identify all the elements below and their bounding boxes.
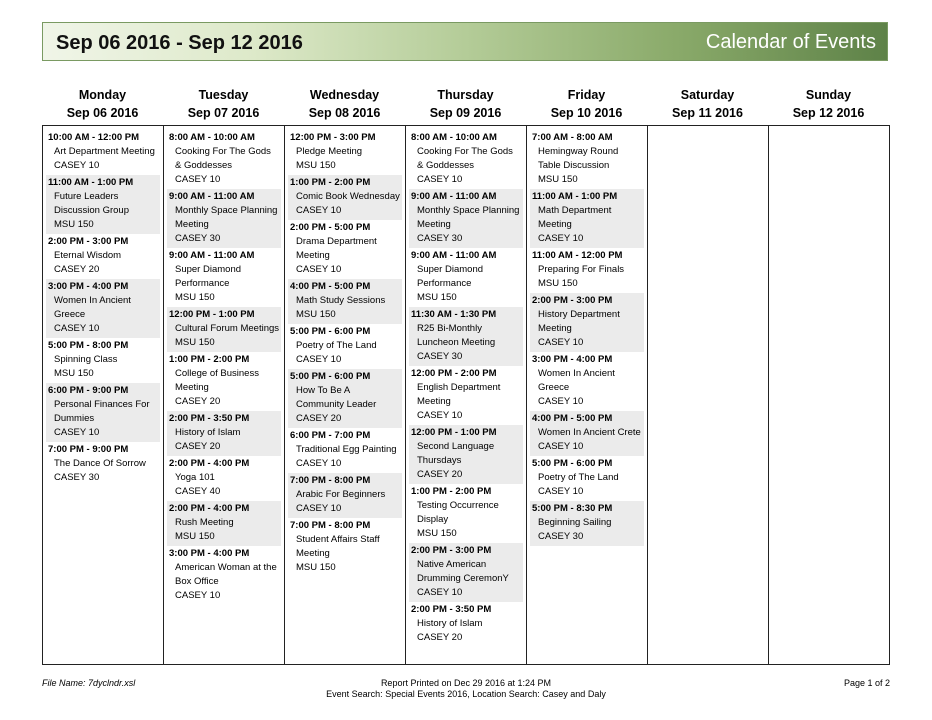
event-entry[interactable] (46, 338, 160, 383)
event-entry[interactable] (530, 293, 644, 352)
event-location: MSU 150 (417, 292, 457, 303)
event-entry[interactable] (167, 307, 281, 352)
event-entry[interactable] (167, 456, 281, 501)
event-entry[interactable] (409, 484, 523, 543)
event-time: 7:00 PM - 8:00 PM (290, 475, 371, 486)
day-name: Friday (567, 88, 606, 102)
event-entry[interactable] (288, 279, 402, 324)
event-entry[interactable] (288, 369, 402, 428)
event-location: MSU 150 (296, 160, 336, 171)
event-location: MSU 150 (296, 309, 336, 320)
event-entry[interactable] (167, 248, 281, 307)
day-date: Sep 11 2016 (672, 106, 743, 120)
event-location: CASEY 10 (296, 503, 342, 514)
event-entry[interactable] (409, 189, 523, 248)
event-time: 5:00 PM - 6:00 PM (290, 371, 371, 382)
event-location: CASEY 20 (54, 264, 100, 275)
event-location: MSU 150 (296, 562, 336, 573)
event-time: 6:00 PM - 9:00 PM (48, 385, 129, 396)
event-entry[interactable] (288, 130, 402, 175)
event-time: 2:00 PM - 3:50 PM (169, 413, 250, 424)
event-location: CASEY 10 (296, 458, 342, 469)
event-time: 5:00 PM - 6:00 PM (532, 458, 613, 469)
event-time: 6:00 PM - 7:00 PM (290, 430, 371, 441)
day-header (405, 86, 526, 122)
event-time: 1:00 PM - 2:00 PM (169, 354, 250, 365)
event-entry[interactable] (530, 456, 644, 501)
day-column (285, 126, 406, 664)
event-title: History of Islam (175, 427, 241, 438)
event-time: 2:00 PM - 3:00 PM (532, 295, 613, 306)
event-location: CASEY 10 (417, 587, 463, 598)
event-title: Monthly Space Planning Meeting (175, 205, 278, 230)
footer-search: Event Search: Special Events 2016, Location Search: Casey and Daly (326, 689, 606, 699)
event-entry[interactable] (409, 307, 523, 366)
day-column (527, 126, 648, 664)
event-entry[interactable] (288, 428, 402, 473)
day-header (647, 86, 768, 122)
event-location: CASEY 30 (417, 233, 463, 244)
event-entry[interactable] (530, 352, 644, 411)
event-location: CASEY 10 (296, 264, 342, 275)
event-location: CASEY 30 (54, 472, 100, 483)
event-time: 9:00 AM - 11:00 AM (169, 191, 255, 202)
event-location: CASEY 10 (538, 441, 584, 452)
day-column (406, 126, 527, 664)
event-location: CASEY 30 (175, 233, 221, 244)
event-location: CASEY 10 (296, 205, 342, 216)
date-range: Sep 06 2016 - Sep 12 2016 (56, 32, 303, 54)
day-date: Sep 08 2016 (308, 106, 381, 120)
event-title: Monthly Space Planning Meeting (417, 205, 520, 230)
event-location: MSU 150 (417, 528, 457, 539)
event-entry[interactable] (288, 473, 402, 518)
event-entry[interactable] (409, 425, 523, 484)
event-location: CASEY 10 (417, 174, 463, 185)
day-name: Tuesday (198, 88, 249, 102)
day-name: Monday (78, 88, 127, 102)
event-location: CASEY 20 (175, 441, 221, 452)
event-title: American Woman at the Box Office (175, 562, 277, 587)
event-time: 12:00 PM - 2:00 PM (411, 368, 497, 379)
event-entry[interactable] (530, 501, 644, 546)
event-time: 9:00 AM - 11:00 AM (411, 250, 497, 261)
footer-report-info (0, 678, 932, 700)
event-entry[interactable] (530, 189, 644, 248)
event-location: CASEY 10 (175, 590, 221, 601)
event-title: Testing Occurrence Display (417, 500, 499, 525)
event-time: 2:00 PM - 4:00 PM (169, 503, 250, 514)
event-entry[interactable] (167, 130, 281, 189)
day-column (164, 126, 285, 664)
event-time: 11:00 AM - 1:00 PM (532, 191, 618, 202)
event-location: CASEY 10 (538, 337, 584, 348)
event-entry[interactable] (167, 411, 281, 456)
event-time: 4:00 PM - 5:00 PM (290, 281, 371, 292)
event-location: CASEY 10 (296, 354, 342, 365)
event-location: CASEY 30 (417, 351, 463, 362)
event-title: Cultural Forum Meetings (175, 323, 280, 334)
day-header (163, 86, 284, 122)
event-title: History of Islam (417, 618, 483, 629)
day-date: Sep 10 2016 (550, 106, 623, 120)
event-location: CASEY 20 (417, 469, 463, 480)
event-location: CASEY 10 (417, 410, 463, 421)
event-title: Hemingway Round Table Discussion (538, 146, 619, 171)
event-title: Traditional Egg Painting (296, 444, 397, 455)
event-title: Women In Ancient Crete (538, 427, 641, 438)
event-entry[interactable] (530, 130, 644, 189)
event-time: 10:00 AM - 12:00 PM (48, 132, 139, 143)
event-title: Second Language Thursdays (417, 441, 495, 466)
event-entry[interactable] (530, 248, 644, 293)
event-title: Cooking For The Gods & Goddesses (417, 146, 513, 171)
event-time: 9:00 AM - 11:00 AM (169, 250, 255, 261)
event-entry[interactable] (46, 279, 160, 338)
event-time: 3:00 PM - 4:00 PM (169, 548, 250, 559)
day-date: Sep 09 2016 (429, 106, 502, 120)
event-entry[interactable] (167, 546, 281, 605)
event-time: 7:00 PM - 8:00 PM (290, 520, 371, 531)
day-headers (42, 86, 890, 122)
event-title: Super Diamond Performance (175, 264, 242, 289)
event-title: How To Be A Community Leader (296, 385, 377, 410)
event-time: 3:00 PM - 4:00 PM (532, 354, 613, 365)
event-location: MSU 150 (175, 292, 215, 303)
event-entry[interactable] (46, 175, 160, 234)
event-location: CASEY 20 (175, 396, 221, 407)
event-time: 5:00 PM - 6:00 PM (290, 326, 371, 337)
event-location: CASEY 10 (54, 160, 100, 171)
event-title: The Dance Of Sorrow (54, 458, 146, 469)
event-title: Eternal Wisdom (54, 250, 122, 261)
calendar-grid (42, 125, 890, 665)
event-title: Future Leaders Discussion Group (54, 191, 129, 216)
day-column (769, 126, 890, 664)
event-time: 9:00 AM - 11:00 AM (411, 191, 497, 202)
event-title: Poetry of The Land (296, 340, 377, 351)
event-time: 8:00 AM - 10:00 AM (169, 132, 255, 143)
event-entry[interactable] (46, 383, 160, 442)
event-time: 2:00 PM - 3:00 PM (48, 236, 129, 247)
event-time: 5:00 PM - 8:00 PM (48, 340, 129, 351)
event-title: R25 Bi-Monthly Luncheon Meeting (417, 323, 496, 348)
event-location: MSU 150 (54, 368, 94, 379)
event-title: Math Department Meeting (538, 205, 612, 230)
event-title: Beginning Sailing (538, 517, 612, 528)
event-entry[interactable] (46, 442, 160, 487)
day-column (43, 126, 164, 664)
event-title: Personal Finances For Dummies (54, 399, 150, 424)
event-entry[interactable] (167, 352, 281, 411)
footer-page-number: Page 1 of 2 (843, 678, 890, 688)
event-time: 2:00 PM - 5:00 PM (290, 222, 371, 233)
event-entry[interactable] (409, 248, 523, 307)
event-title: Comic Book Wednesday (296, 191, 400, 202)
event-location: CASEY 20 (417, 632, 463, 643)
event-time: 5:00 PM - 8:30 PM (532, 503, 613, 514)
event-title: Spinning Class (54, 354, 118, 365)
footer-file-name: File Name: 7dyclndr.xsl (42, 678, 136, 688)
event-title: Women In Ancient Greece (54, 295, 131, 320)
event-entry[interactable] (288, 175, 402, 220)
event-location: MSU 150 (175, 531, 215, 542)
event-location: CASEY 40 (175, 486, 221, 497)
event-entry[interactable] (167, 189, 281, 248)
event-title: Math Study Sessions (296, 295, 386, 306)
event-title: Yoga 101 (175, 472, 215, 483)
event-entry[interactable] (288, 518, 402, 577)
day-header (526, 86, 647, 122)
event-entry[interactable] (46, 130, 160, 175)
event-title: Art Department Meeting (54, 146, 155, 157)
event-time: 1:00 PM - 2:00 PM (411, 486, 492, 497)
event-title: Native American Drumming CeremonY (417, 559, 509, 584)
event-title: Pledge Meeting (296, 146, 363, 157)
day-date: Sep 06 2016 (66, 106, 139, 120)
event-time: 11:00 AM - 12:00 PM (532, 250, 623, 261)
event-entry[interactable] (409, 366, 523, 425)
event-title: History Department Meeting (538, 309, 620, 334)
day-header (42, 86, 163, 122)
event-time: 7:00 AM - 8:00 AM (532, 132, 613, 143)
event-time: 4:00 PM - 5:00 PM (532, 413, 613, 424)
day-header (768, 86, 889, 122)
event-entry[interactable] (167, 501, 281, 546)
event-location: CASEY 10 (538, 233, 584, 244)
day-column (648, 126, 769, 664)
event-title: Student Affairs Staff Meeting (296, 534, 380, 559)
event-title: Rush Meeting (175, 517, 234, 528)
event-entry[interactable] (409, 602, 523, 647)
report-title: Calendar of Events (705, 31, 876, 53)
event-time: 2:00 PM - 3:50 PM (411, 604, 492, 615)
event-title: Drama Department Meeting (296, 236, 377, 261)
event-title: English Department Meeting (417, 382, 501, 407)
event-location: MSU 150 (54, 219, 94, 230)
event-location: MSU 150 (538, 278, 578, 289)
report-header (42, 22, 888, 61)
event-location: MSU 150 (175, 337, 215, 348)
event-time: 7:00 PM - 9:00 PM (48, 444, 129, 455)
event-title: College of Business Meeting (175, 368, 259, 393)
day-date: Sep 12 2016 (792, 106, 865, 120)
event-time: 12:00 PM - 1:00 PM (411, 427, 497, 438)
event-title: Poetry of The Land (538, 472, 619, 483)
event-location: CASEY 10 (538, 396, 584, 407)
event-time: 11:30 AM - 1:30 PM (411, 309, 497, 320)
event-title: Preparing For Finals (538, 264, 625, 275)
event-location: CASEY 10 (54, 323, 100, 334)
event-time: 2:00 PM - 4:00 PM (169, 458, 250, 469)
event-location: CASEY 30 (538, 531, 584, 542)
day-name: Wednesday (309, 88, 380, 102)
event-entry[interactable] (409, 130, 523, 189)
event-time: 2:00 PM - 3:00 PM (411, 545, 492, 556)
event-time: 12:00 PM - 1:00 PM (169, 309, 255, 320)
footer-printed: Report Printed on Dec 29 2016 at 1:24 PM (380, 678, 552, 688)
event-location: CASEY 10 (54, 427, 100, 438)
event-title: Cooking For The Gods & Goddesses (175, 146, 271, 171)
event-location: MSU 150 (538, 174, 578, 185)
day-header (284, 86, 405, 122)
event-title: Women In Ancient Greece (538, 368, 615, 393)
event-title: Super Diamond Performance (417, 264, 484, 289)
event-location: CASEY 10 (538, 486, 584, 497)
event-time: 3:00 PM - 4:00 PM (48, 281, 129, 292)
day-name: Saturday (680, 88, 735, 102)
event-location: CASEY 10 (175, 174, 221, 185)
event-entry[interactable] (288, 220, 402, 279)
event-entry[interactable] (46, 234, 160, 279)
event-time: 1:00 PM - 2:00 PM (290, 177, 371, 188)
event-time: 12:00 PM - 3:00 PM (290, 132, 376, 143)
day-name: Thursday (437, 88, 494, 102)
event-entry[interactable] (530, 411, 644, 456)
event-time: 11:00 AM - 1:00 PM (48, 177, 134, 188)
event-location: CASEY 20 (296, 413, 342, 424)
event-entry[interactable] (409, 543, 523, 602)
event-time: 8:00 AM - 10:00 AM (411, 132, 497, 143)
event-entry[interactable] (288, 324, 402, 369)
day-date: Sep 07 2016 (187, 106, 260, 120)
event-title: Arabic For Beginners (296, 489, 386, 500)
day-name: Sunday (805, 88, 852, 102)
